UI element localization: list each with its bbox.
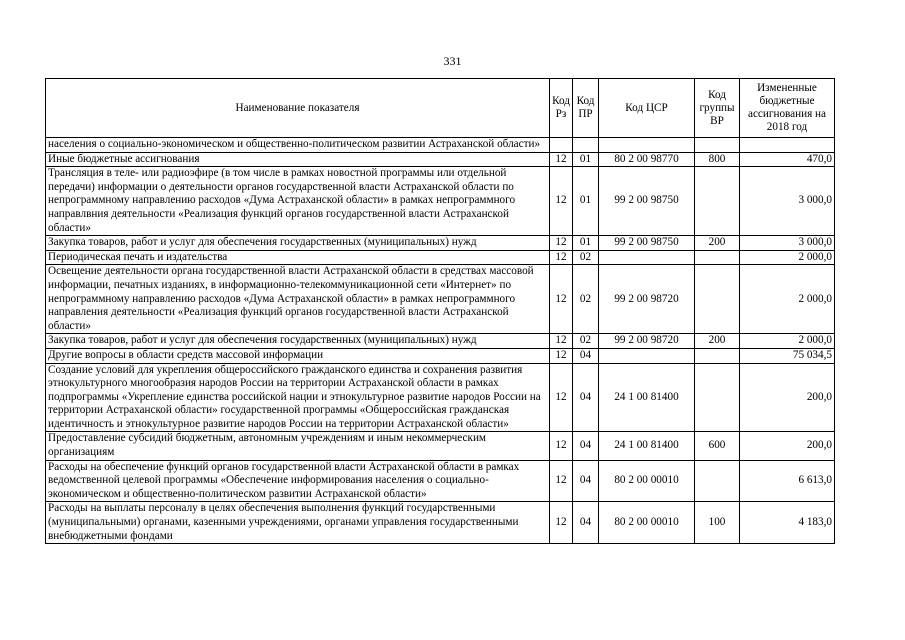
row-name: Трансляция в теле- или радиоэфире (в том числе в рамках новостной программы или отдельной передачи) информации о деятельности органов государственной власти Астраханской области по непрограммному направлению расходов «Дума Астраханской области» в рамках непрограммного направлвния деятельности «Реализация функций органов государственной власти Астраханской области» [46, 167, 550, 236]
header-pr: Код ПР [573, 79, 599, 138]
row-csr: 80 2 00 98770 [599, 152, 695, 167]
table-row [46, 502, 835, 544]
table-row [46, 348, 835, 363]
header-csr: Код ЦСР [599, 79, 695, 138]
row-pr [573, 138, 599, 153]
row-vr: 200 [695, 236, 740, 251]
row-vr [695, 250, 740, 265]
row-rz: 12 [550, 363, 573, 432]
row-sum: 4 183,0 [740, 502, 835, 544]
header-vr: Код группы ВР [695, 79, 740, 138]
row-sum: 75 034,5 [740, 348, 835, 363]
row-csr [599, 250, 695, 265]
row-pr: 04 [573, 363, 599, 432]
row-sum: 470,0 [740, 152, 835, 167]
row-rz: 12 [550, 250, 573, 265]
header-rz: Код Рз [550, 79, 573, 138]
row-sum: 3 000,0 [740, 167, 835, 236]
row-pr: 04 [573, 502, 599, 544]
row-vr [695, 348, 740, 363]
table-row [46, 152, 835, 167]
table-row [46, 236, 835, 251]
table-row [46, 432, 835, 460]
row-pr: 04 [573, 348, 599, 363]
row-csr: 24 1 00 81400 [599, 363, 695, 432]
row-sum [740, 138, 835, 153]
table-row [46, 363, 835, 432]
table-row [46, 265, 835, 334]
row-rz [550, 138, 573, 153]
row-sum: 6 613,0 [740, 460, 835, 502]
table-header [46, 79, 835, 138]
row-csr [599, 348, 695, 363]
row-vr [695, 265, 740, 334]
row-sum: 2 000,0 [740, 250, 835, 265]
row-rz: 12 [550, 460, 573, 502]
row-name: Закупка товаров, работ и услуг для обеспечения государственных (муниципальных) нужд [46, 334, 550, 349]
row-sum: 200,0 [740, 432, 835, 460]
row-vr [695, 138, 740, 153]
row-name: Предоставление субсидий бюджетным, автономным учреждениям и иным некоммерческим организациям [46, 432, 550, 460]
row-name: Иные бюджетные ассигнования [46, 152, 550, 167]
row-sum: 200,0 [740, 363, 835, 432]
row-pr: 01 [573, 167, 599, 236]
row-vr: 200 [695, 334, 740, 349]
row-name: Освещение деятельности органа государственной власти Астраханской области в средствах массовой информации, печатных изданиях, в информационно-телекоммуникационной сети «Интернет» по непрограммному направлению расходов «Дума Астраханской области» в рамках непрограммного направления деятельности «Реализация функций органов государственной власти Астраханской области» [46, 265, 550, 334]
row-rz: 12 [550, 432, 573, 460]
row-csr: 99 2 00 98720 [599, 334, 695, 349]
row-name: Расходы на выплаты персоналу в целях обеспечения выполнения функций государственными (муниципальными) органами, казенными учреждениями, органами управления государственными внебюджетными фондами [46, 502, 550, 544]
row-name: Другие вопросы в области средств массовой информации [46, 348, 550, 363]
row-pr: 01 [573, 152, 599, 167]
table-row [46, 167, 835, 236]
row-pr: 04 [573, 460, 599, 502]
table-row [46, 138, 835, 153]
row-name: населения о социально-экономическом и общественно-политическом развитии Астраханской области» [46, 138, 550, 153]
row-vr [695, 460, 740, 502]
row-pr: 02 [573, 334, 599, 349]
row-name: Периодическая печать и издательства [46, 250, 550, 265]
row-name: Создание условий для укрепления общероссийского гражданского единства и сохранения развития этнокультурного многообразия народов России на территории Астраханской области в рамках подпрограммы «Укрепление единства российской нации и этнокультурное развитие народов России на территории Астраханской области» государственной программы «Общероссийская гражданская идентичность и этнокультурное развитие народов России на территории Астраханской области» [46, 363, 550, 432]
row-csr: 80 2 00 00010 [599, 502, 695, 544]
table-row [46, 334, 835, 349]
row-rz: 12 [550, 334, 573, 349]
row-sum: 2 000,0 [740, 334, 835, 349]
header-sum: Измененные бюджетные ассигнования на 2018 год [740, 79, 835, 138]
row-vr: 600 [695, 432, 740, 460]
header-name: Наименование показателя [46, 79, 550, 138]
row-pr: 02 [573, 265, 599, 334]
row-vr: 100 [695, 502, 740, 544]
row-vr: 800 [695, 152, 740, 167]
row-pr: 01 [573, 236, 599, 251]
row-vr [695, 167, 740, 236]
page-number: 331 [443, 54, 462, 68]
row-rz: 12 [550, 348, 573, 363]
row-csr: 99 2 00 98720 [599, 265, 695, 334]
row-rz: 12 [550, 502, 573, 544]
row-rz: 12 [550, 167, 573, 236]
row-csr: 80 2 00 00010 [599, 460, 695, 502]
row-vr [695, 363, 740, 432]
table-row [46, 460, 835, 502]
table-row [46, 250, 835, 265]
table-body [46, 138, 835, 544]
row-csr: 99 2 00 98750 [599, 167, 695, 236]
row-csr [599, 138, 695, 153]
row-name: Расходы на обеспечение функций органов государственной власти Астраханской области в рамках ведомственной целевой программы «Обеспечение информирования населения о социально-экономическом и общественно-политическом развитии Астраханской области» [46, 460, 550, 502]
row-sum: 3 000,0 [740, 236, 835, 251]
row-csr: 24 1 00 81400 [599, 432, 695, 460]
row-pr: 04 [573, 432, 599, 460]
row-rz: 12 [550, 152, 573, 167]
row-pr: 02 [573, 250, 599, 265]
row-csr: 99 2 00 98750 [599, 236, 695, 251]
budget-table [45, 78, 835, 544]
row-name: Закупка товаров, работ и услуг для обеспечения государственных (муниципальных) нужд [46, 236, 550, 251]
row-rz: 12 [550, 265, 573, 334]
row-sum: 2 000,0 [740, 265, 835, 334]
row-rz: 12 [550, 236, 573, 251]
